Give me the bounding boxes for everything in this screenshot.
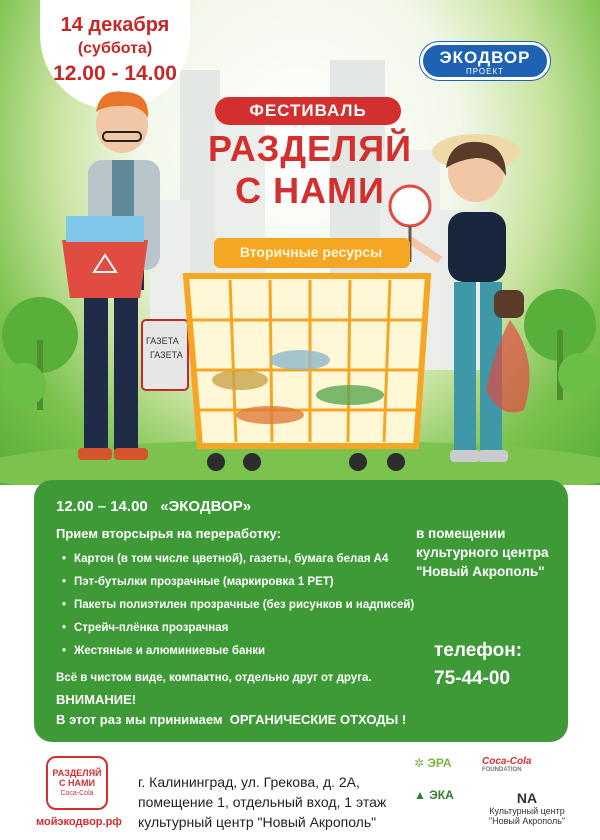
date-weekday: (суббота) — [77, 40, 153, 57]
newspaper-text: ГАЗЕТА — [146, 336, 179, 346]
intake-intro: Прием вторсырья на переработку: — [56, 526, 281, 541]
clean-note: Всё в чистом виде, компактно, отдельно друг от друга. — [56, 672, 372, 684]
era-logo: ✲ ЭРА — [414, 756, 452, 770]
list-item: • Картон (в том числе цветной), газеты, бумага белая А4 — [62, 553, 389, 565]
list-item: • Жестяные и алюминиевые банки — [62, 645, 266, 657]
footer — [34, 744, 568, 840]
list-item: • Стрейч-плёнка прозрачная — [62, 622, 229, 634]
phone-label: телефон: — [434, 640, 523, 661]
man-figure — [62, 91, 188, 460]
info-panel — [34, 480, 568, 742]
cart-label: Вторичные ресурсы — [239, 244, 383, 260]
date-day: 14 декабря — [60, 14, 170, 36]
brand-name: ЭКОДВОР — [439, 48, 531, 67]
accepted-items-list — [62, 548, 414, 663]
festival-title-line2: С НАМИ — [235, 170, 385, 211]
date-time: 12.00 - 14.00 — [53, 62, 177, 85]
venue-text: в помещении культурного центра "Новый Акрополь" — [416, 526, 549, 579]
recycling-cart — [186, 238, 428, 471]
newspaper-text-2: ГАЗЕТА — [150, 350, 183, 360]
new-acropolis-logo: NA Культурный центр "Новый Акрополь" — [488, 790, 566, 826]
razdelyai-logo: РАЗДЕЛЯЙ С НАМИ Coca-Cola — [46, 756, 108, 810]
list-item: • Пэт-бутылки прозрачные (маркировка 1 PET) — [62, 576, 334, 588]
list-item: • Пакеты полиэтилен прозрачные (без рисунков и надписей) — [62, 599, 415, 611]
coca-cola-foundation-logo: Coca-Cola FOUNDATION — [482, 756, 532, 773]
warning-heading: ВНИМАНИЕ! — [56, 692, 137, 707]
eka-logo: ▲ ЭКА — [414, 788, 454, 802]
phone-number: 75-44-00 — [434, 668, 511, 689]
event-time-line: 12.00 – 14.00 «ЭКОДВОР» — [56, 498, 252, 515]
website-link[interactable]: мойэкодвор.рф — [36, 816, 122, 828]
festival-label: ФЕСТИВАЛЬ — [215, 97, 401, 125]
brand-sub: ПРОЕКТ — [465, 67, 504, 76]
organic-note: В этот раз мы принимаем ОРГАНИЧЕСКИЕ ОТХОДЫ ! — [56, 712, 407, 727]
festival-title-line1: РАЗДЕЛЯЙ — [207, 128, 413, 169]
address: г. Калининград, ул. Грекова, д. 2А, помещение 1, отдельный вход, 1 этаж культурный центр "Новый Акрополь" — [138, 774, 387, 830]
